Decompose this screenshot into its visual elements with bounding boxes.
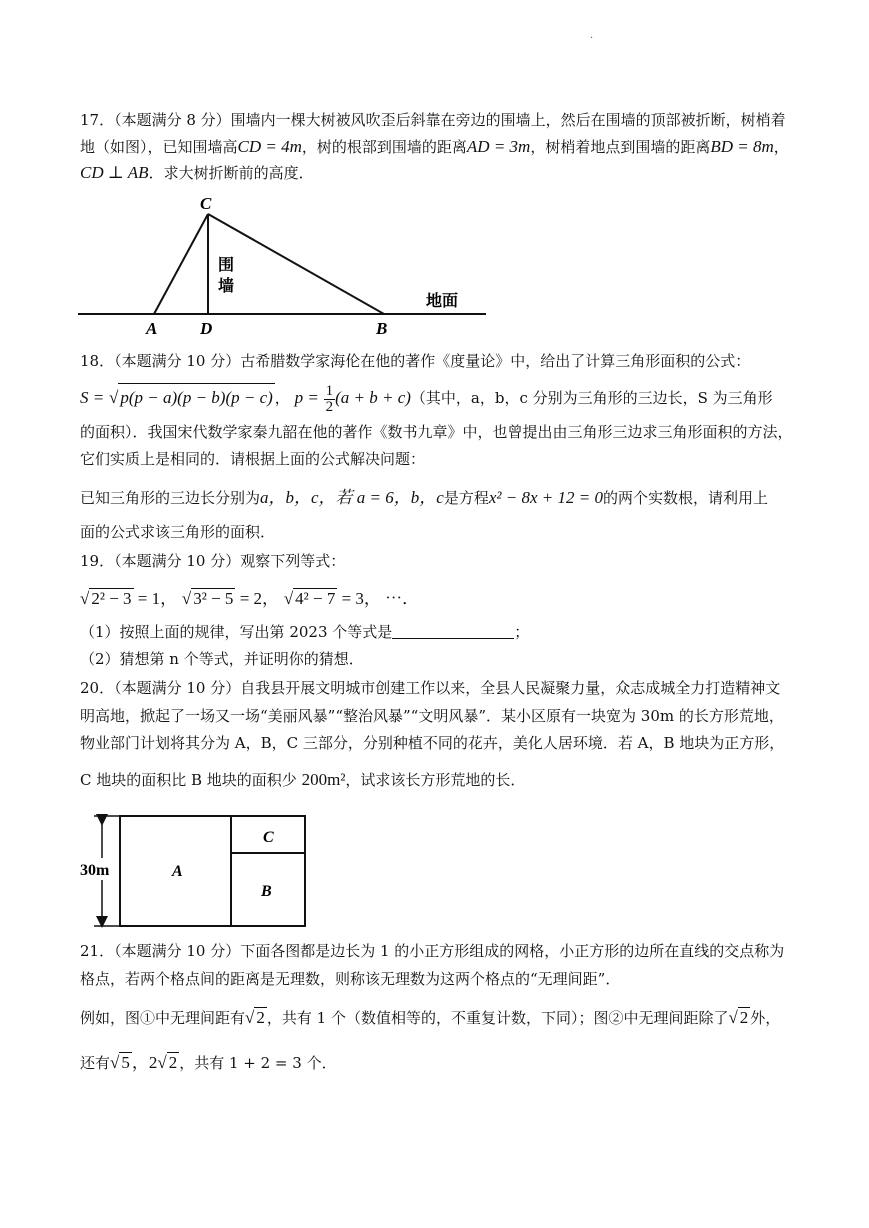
q20-text: ，试求该长方形荒地的长． — [345, 771, 526, 789]
q18-line1: 18．（本题满分 10 分）古希腊数学家海伦在他的著作《度量论》中，给出了计算三角形面积的公式： — [80, 352, 751, 370]
q19-eq2-result: = 2， — [235, 589, 280, 608]
q21-line4 — [80, 1052, 829, 1073]
answer-blank[interactable] — [392, 624, 514, 639]
q19-line1: 19．（本题满分 10 分）观察下列等式： — [80, 552, 346, 570]
page-mark: . — [590, 30, 594, 41]
q17-perp: CD ⊥ AB — [80, 163, 149, 182]
q18-equation: x² − 8x + 12 = 0 — [488, 488, 603, 507]
label-d: D — [200, 319, 213, 338]
q19-part2: （2）猜想第 n 个等式，并证明你的猜想． — [80, 650, 364, 668]
sqrt-sign: √ — [157, 1053, 167, 1072]
region-b: B — [261, 883, 272, 900]
q19-eq3-result: = 3， ⋯． — [337, 589, 420, 608]
q18-formula — [80, 383, 829, 415]
q21-line1: 21．（本题满分 10 分）下面各图都是边长为 1 的小正方形组成的网格，小正方形的边所在直线的交点称为 — [80, 942, 785, 960]
tree-upper — [208, 214, 384, 314]
sqrt-sign: √ — [80, 589, 90, 608]
wall-label-2: 墙 — [218, 278, 235, 295]
wall-label-1: 围 — [218, 257, 235, 274]
formula-sum: (a + b + c) — [335, 388, 411, 407]
q17-text: ， — [773, 138, 789, 156]
q18-text: 是方程 — [443, 489, 489, 507]
q19-equations — [80, 588, 829, 609]
q17-line1: 17．（本题满分 8 分）围墙内一棵大树被风吹歪后斜靠在旁边的围墙上，然后在围墙的顶部被折断，树梢着 — [80, 111, 786, 129]
q20-figure — [76, 812, 312, 930]
q17-cd: CD = 4m — [237, 137, 302, 156]
q21-sqrt2-c: 2 — [168, 1053, 178, 1072]
tree-lower — [154, 214, 208, 314]
q18-text: 的两个实数根，请利用上 — [602, 489, 768, 507]
q18-text: 已知三角形的三边长分别为 — [80, 489, 261, 507]
q21-text: 外， — [750, 1009, 781, 1027]
plot-outline — [120, 816, 305, 926]
q19-part1 — [80, 622, 829, 642]
q19-eq3: 4² − 7 — [295, 589, 336, 608]
q19-eq1: 2² − 3 — [91, 589, 132, 608]
q21-line3 — [80, 1007, 829, 1028]
region-c: C — [263, 829, 274, 846]
label-b: B — [376, 319, 388, 338]
q17-text: 地（如图），已知围墙高 — [80, 138, 238, 156]
q21-sqrt2-b: 2 — [739, 1008, 749, 1027]
q20-line4 — [80, 770, 829, 790]
q18-line6: 面的公式求该三角形的面积． — [80, 523, 276, 541]
q21-text: ，共有 1 个（数值相等的，不重复计数，下同）；图②中无理间距除了 — [266, 1009, 729, 1027]
sqrt-sign: √ — [110, 1053, 120, 1072]
q19-eq2: 3² − 5 — [193, 589, 234, 608]
q17-text: ．求大树折断前的高度． — [148, 164, 314, 182]
sqrt-sign: √ — [245, 1008, 255, 1027]
q17-line2 — [80, 137, 829, 157]
frac-den: 2 — [325, 398, 334, 415]
width-label: 30m — [80, 862, 110, 879]
q17-bd: BD = 8m — [710, 137, 774, 156]
q17-text: ，树的根部到围墙的距离 — [301, 138, 467, 156]
sqrt-sign: √ — [283, 589, 294, 608]
q21-sqrt2-a: 2 — [256, 1008, 265, 1027]
q21-text: 例如，图①中无理间距有 — [80, 1009, 246, 1027]
sqrt-sign: √ — [181, 589, 192, 608]
frac-num: 1 — [325, 382, 334, 399]
label-a: A — [146, 319, 158, 338]
q17-line3 — [80, 163, 829, 183]
formula-comma: ， — [274, 389, 290, 407]
formula-p: p = — [294, 388, 319, 407]
q18-line3: 的面积）．我国宋代数学家秦九韶在他的著作《数书九章》中，也曾提出由三角形三边求三角形面积的方法， — [80, 423, 793, 441]
q17-text: ，树梢着地点到围墙的距离 — [530, 138, 711, 156]
q20-line2: 明高地，掀起了一场又一场“美丽风暴”“整治风暴”“文明风暴”．某小区原有一块宽为 30m 的长方形荒地， — [80, 707, 784, 725]
q18-vars: a，b，c，若 a = 6，b，c — [260, 488, 444, 507]
q21-two: ，2 — [131, 1053, 158, 1072]
q18-line4: 它们实质上是相同的．请根据上面的公式解决问题： — [80, 450, 426, 468]
formula-sqrt-expr: p(p − a)(p − b)(p − c) — [118, 383, 274, 412]
sqrt-sign: √ — [109, 388, 119, 407]
ground-label: 地面 — [426, 293, 459, 310]
q21-text: 还有 — [80, 1054, 111, 1072]
q21-line2: 格点，若两个格点间的距离是无理数，则称该无理数为这两个格点的“无理间距”． — [80, 970, 621, 988]
q20-line1: 20．（本题满分 10 分）自我县开展文明城市创建工作以来，全县人民凝聚力量，众志成城全力打造精神文 — [80, 679, 781, 697]
label-c: C — [200, 194, 212, 213]
formula-fraction — [324, 384, 336, 415]
q20-line3: 物业部门计划将其分为 A，B，C 三部分，分别种植不同的花卉，美化人居环境．若 A，B 地块为正方形， — [80, 734, 785, 752]
region-a: A — [172, 863, 183, 880]
q21-text: ，共有 1 + 2 = 3 个． — [179, 1054, 337, 1072]
q19-part1-end: ； — [514, 623, 530, 641]
q20-area: 200m² — [301, 770, 346, 789]
q17-figure — [76, 192, 490, 342]
q18-line5 — [80, 488, 829, 508]
q19-part1-text: （1）按照上面的规律，写出第 2023 个等式是 — [80, 623, 393, 641]
sqrt-sign: √ — [728, 1008, 738, 1027]
q21-sqrt5: 5 — [121, 1053, 130, 1072]
q20-text: C 地块的面积比 B 地块的面积少 — [80, 771, 297, 789]
q17-ad: AD = 3m — [466, 137, 531, 156]
formula-s: S = — [80, 388, 105, 407]
formula-note: （其中，a，b，c 分别为三角形的三边长，S 为三角形 — [410, 389, 773, 407]
q19-eq1-result: = 1， — [133, 589, 178, 608]
